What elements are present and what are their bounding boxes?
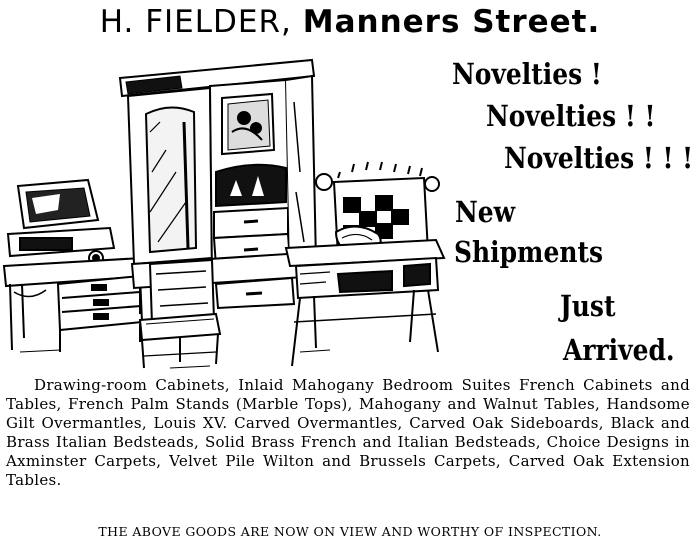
- chair-icon: [140, 260, 220, 368]
- callout-arrived: Arrived.: [563, 333, 675, 367]
- dressing-table-icon: [4, 180, 150, 352]
- inspection-notice: THE ABOVE GOODS ARE NOW ON VIEW AND WORTHY OF INSPECTION.: [98, 524, 602, 539]
- advertisement-headline: [0, 0, 700, 44]
- callout-just: Just: [560, 289, 616, 323]
- goods-description: Drawing-room Cabinets, Inlaid Mahogany Bedroom Suites French Cabinets and Tables, French Palm Stands (Marble Tops), Mahogany and Walnut Tables, Handsome Gilt Overmantles, Louis XV. Carved Overmantles, Carved Oak Sideboards, Black and Brass Italian Bedsteads, Solid Brass French and Italian Bedsteads, Choice Designs in Axminster Carpets, Velvet Pile Wilton and Brussels Carpets, Carved Oak Extension Tables.: [6, 376, 690, 489]
- furniture-illustration: [0, 52, 448, 370]
- street-name: Manners Street.: [302, 4, 601, 40]
- shop-name: H. FIELDER,: [99, 4, 292, 40]
- callout-novelties-2: Novelties ! !: [486, 99, 656, 133]
- callout-shipments: Shipments: [454, 235, 604, 269]
- callout-novelties-3: Novelties ! ! !: [504, 141, 694, 175]
- callout-new: New: [455, 195, 516, 229]
- callout-novelties-1: Novelties !: [452, 57, 602, 91]
